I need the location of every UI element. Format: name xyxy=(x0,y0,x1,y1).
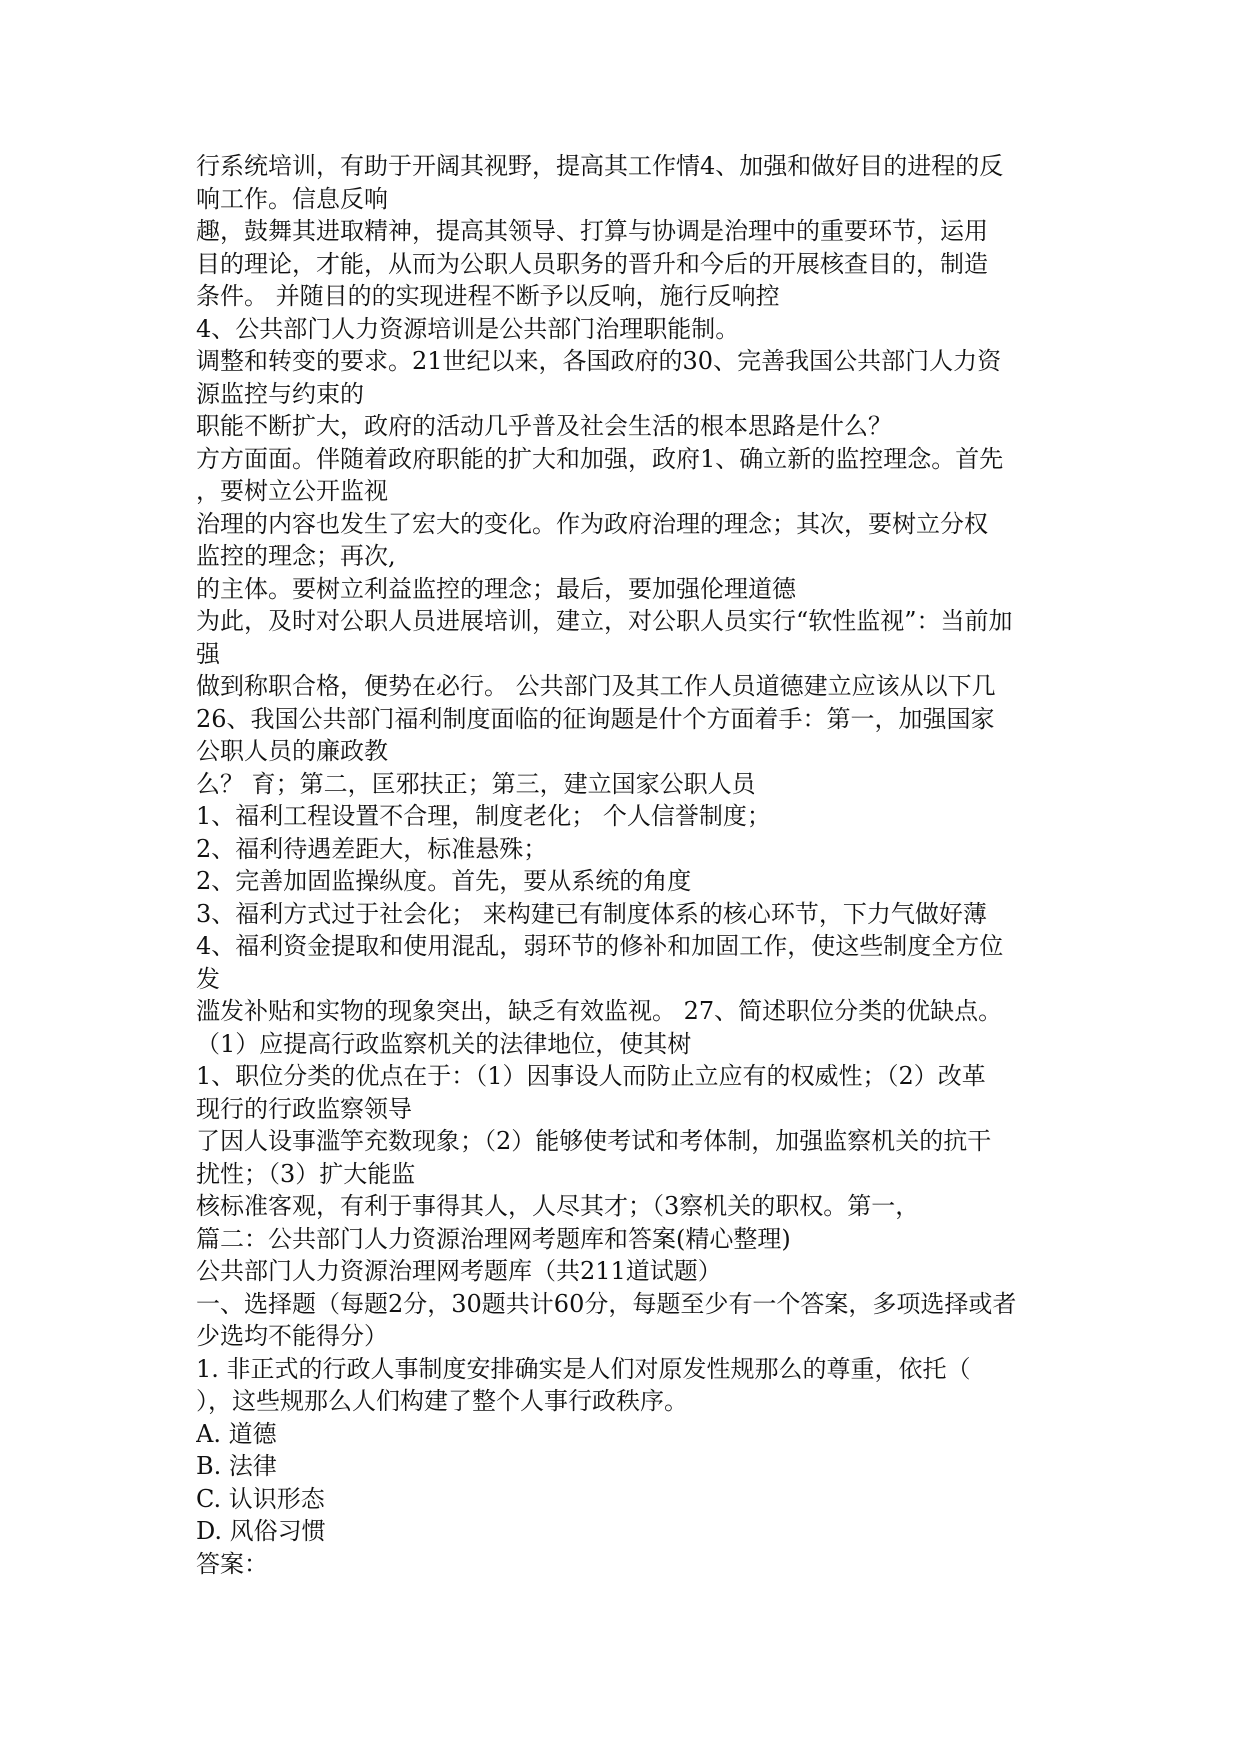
text-line: 扰性；（3）扩大能监 xyxy=(196,1159,416,1188)
text-line: 趣，鼓舞其进取精神，提高其领导、打算与协调是治理中的重要环节，运用 xyxy=(196,217,988,245)
text-line: 2、完善加固监操纵度。首先，要从系统的角度 xyxy=(196,867,692,895)
text-line: 1、职位分类的优点在于：（1）因事设人而防止立应有的权威性；（2）改革 xyxy=(196,1062,986,1090)
text-line: 响工作。信息反响 xyxy=(196,184,388,213)
text-line: 2、福利待遇差距大，标准悬殊； xyxy=(196,834,548,863)
text-line: （1）应提高行政监察机关的法律地位，使其树 xyxy=(196,1029,692,1058)
text-line: 方方面面。伴随着政府职能的扩大和加强，政府1、确立新的监控理念。首先 xyxy=(196,444,1004,473)
text-line: 做到称职合格，便势在必行。 公共部门及其工作人员道德建立应该从以下几 xyxy=(196,672,996,700)
text-line: 么？ 育；第二，匡邪扶正；第三，建立国家公职人员 xyxy=(196,769,756,798)
text-line: 4、公共部门人力资源培训是公共部门治理职能制。 xyxy=(196,314,740,343)
answer-option: B. 法律 xyxy=(196,1452,277,1480)
answer-label: 答案： xyxy=(196,1549,268,1578)
section-heading: 篇二：公共部门人力资源治理网考题库和答案(精心整理) xyxy=(196,1224,791,1253)
answer-option: C. 认识形态 xyxy=(196,1484,325,1513)
text-line: 源监控与约束的 xyxy=(196,379,364,408)
answer-option: A. 道德 xyxy=(196,1419,277,1448)
text-line: 26、我国公共部门福利制度面临的征询题是什个方面着手：第一，加强国家 xyxy=(196,704,995,733)
text-line: 的主体。要树立利益监控的理念；最后，要加强伦理道德 xyxy=(196,574,796,603)
text-line: 4、福利资金提取和使用混乱，弱环节的修补和加固工作，使这些制度全方位 xyxy=(196,932,1004,960)
text-line: 少选均不能得分） xyxy=(196,1322,388,1350)
text-line: 核标准客观，有利于事得其人，人尽其才；（3察机关的职权。第一， xyxy=(196,1192,920,1220)
text-line: 现行的行政监察领导 xyxy=(196,1094,412,1123)
text-line: 一、选择题（每题2分，30题共计60分，每题至少有一个答案，多项选择或者 xyxy=(196,1289,1017,1318)
text-line: 条件。 并随目的的实现进程不断予以反响，施行反响控 xyxy=(196,282,780,310)
text-line: ，要树立公开监视 xyxy=(196,477,388,505)
text-line: 强 xyxy=(196,639,220,668)
text-line: 滥发补贴和实物的现象突出，缺乏有效监视。 27、简述职位分类的优缺点。 xyxy=(196,997,1003,1025)
question-text: ），这些规那么人们构建了整个人事行政秩序。 xyxy=(196,1387,688,1415)
answer-option: D. 风俗习惯 xyxy=(196,1517,326,1545)
text-line: 了因人设事滥竽充数现象；（2）能够使考试和考体制，加强监察机关的抗干 xyxy=(196,1127,992,1155)
document-body xyxy=(196,150,1052,1580)
text-line: 1、福利工程设置不合理，制度老化； 个人信誉制度； xyxy=(196,802,771,830)
text-line: 发 xyxy=(196,964,220,993)
text-line: 公职人员的廉政教 xyxy=(196,737,388,765)
text-line: 目的理论，才能，从而为公职人员职务的晋升和今后的开展核查目的，制造 xyxy=(196,249,988,278)
question-text: 1. 非正式的行政人事制度安排确实是人们对原发性规那么的尊重，依托（ xyxy=(196,1354,971,1383)
text-line: 为此，及时对公职人员进展培训，建立，对公职人员实行“软性监视”：当前加 xyxy=(196,607,1013,635)
text-line: 治理的内容也发生了宏大的变化。作为政府治理的理念；其次，要树立分权 xyxy=(196,509,988,538)
text-line: 调整和转变的要求。21世纪以来，各国政府的30、完善我国公共部门人力资 xyxy=(196,347,1002,375)
text-line: 监控的理念；再次, xyxy=(196,542,396,570)
text-line: 行系统培训，有助于开阔其视野，提高其工作情4、加强和做好目的进程的反 xyxy=(196,152,1004,180)
text-line: 3、福利方式过于社会化； 来构建已有制度体系的核心环节，下力气做好薄 xyxy=(196,899,987,928)
text-line: 职能不断扩大，政府的活动几乎普及社会生活的根本思路是什么？ xyxy=(196,412,892,440)
text-line: 公共部门人力资源治理网考题库（共211道试题） xyxy=(196,1257,722,1285)
